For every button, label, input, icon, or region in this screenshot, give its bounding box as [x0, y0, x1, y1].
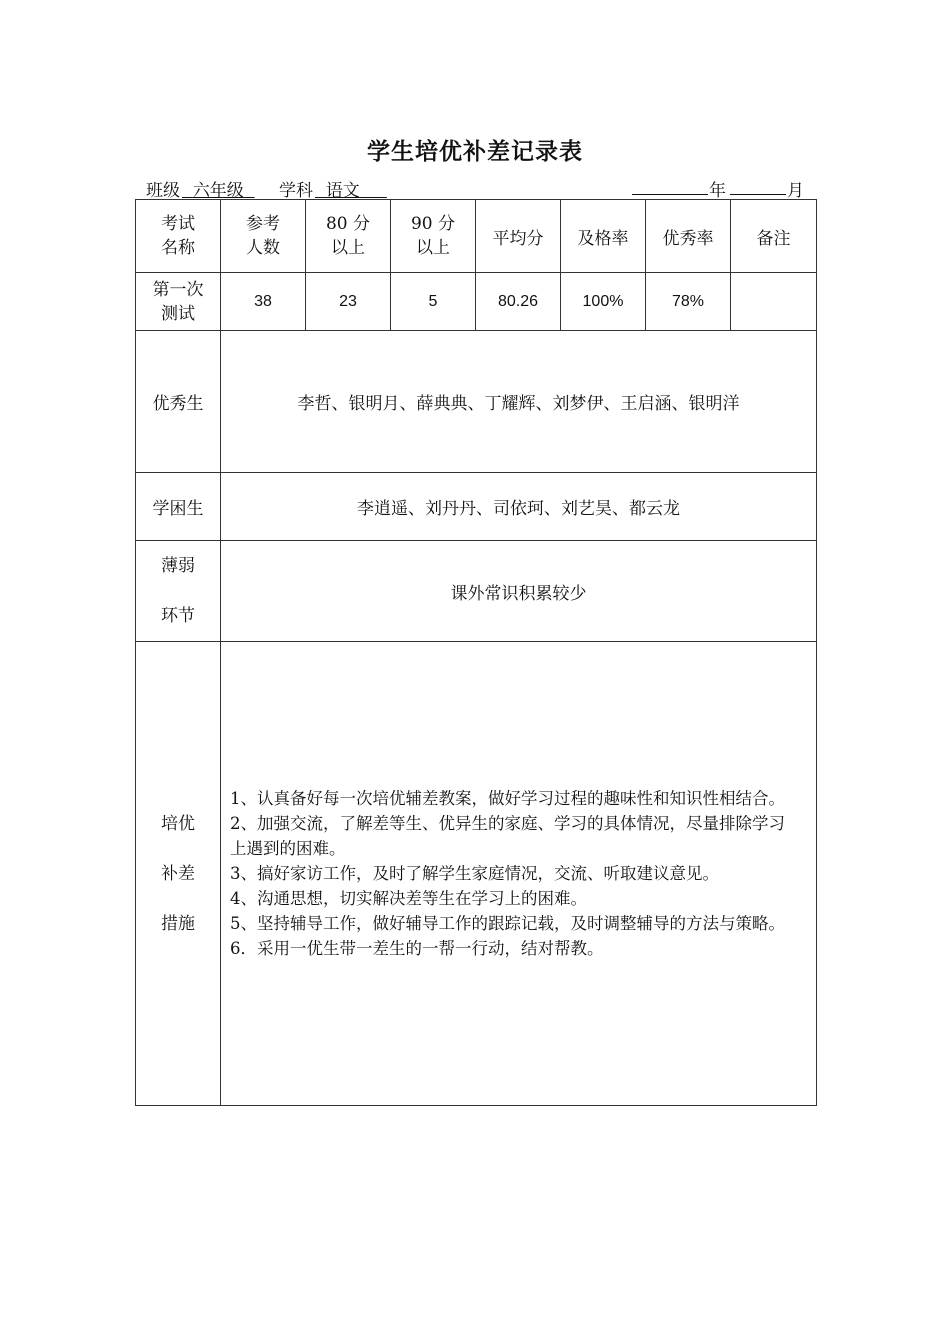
year-label: 年 [709, 181, 726, 201]
header-pass-rate: 及格率 [561, 200, 646, 273]
year-blank [632, 176, 708, 200]
first-test-row [136, 273, 817, 331]
first-test-participants: 38 [221, 273, 306, 331]
first-test-name: 第一次 测试 [136, 273, 221, 331]
first-test-remarks [731, 273, 817, 331]
measures-label: 培优 补差 措施 [136, 642, 221, 1106]
header-row [136, 200, 817, 273]
weak-points-label: 薄弱 环节 [136, 541, 221, 642]
page-title: 学生培优补差记录表 [367, 139, 583, 165]
measure-item: 1、认真备好每一次培优辅差教案，做好学习过程的趣味性和知识性相结合。 [230, 789, 785, 808]
header-above-80: 80 分 以上 [306, 200, 391, 273]
first-test-average: 80.26 [476, 273, 561, 331]
header-participants: 参考 人数 [221, 200, 306, 273]
excellent-students-names: 李哲、银明月、薛典典、丁耀辉、刘梦伊、王启涵、银明洋 [221, 331, 817, 473]
excellent-students-row [136, 331, 817, 473]
header-exam-name: 考试 名称 [136, 200, 221, 273]
struggling-students-names: 李逍遥、刘丹丹、司依珂、刘艺昊、都云龙 [221, 473, 817, 541]
measure-item: 3、搞好家访工作，及时了解学生家庭情况，交流、听取建议意见。 [230, 864, 719, 883]
measures-row [136, 642, 817, 1106]
header-remarks: 备注 [731, 200, 817, 273]
struggling-students-label: 学困生 [136, 473, 221, 541]
header-excellent-rate: 优秀率 [646, 200, 731, 273]
header-average: 平均分 [476, 200, 561, 273]
subject-label: 学科 [279, 181, 313, 201]
struggling-students-row [136, 473, 817, 541]
first-test-excellent-rate: 78% [646, 273, 731, 331]
record-table [135, 199, 817, 1106]
month-blank [730, 176, 786, 200]
measure-item: 2、加强交流，了解差等生、优异生的家庭、学习的具体情况，尽量排除学习上遇到的困难。 [230, 814, 785, 858]
class-value: 六年级 [192, 181, 244, 201]
first-test-above-80: 23 [306, 273, 391, 331]
weak-points-row [136, 541, 817, 642]
excellent-students-label: 优秀生 [136, 331, 221, 473]
header-info-line [146, 176, 816, 200]
month-label: 月 [787, 181, 804, 201]
class-label: 班级 [146, 181, 180, 201]
first-test-above-90: 5 [391, 273, 476, 331]
subject-value: 语文 [325, 181, 360, 201]
first-test-pass-rate: 100% [561, 273, 646, 331]
weak-points-text: 课外常识积累较少 [221, 541, 817, 642]
measure-item: 5、坚持辅导工作，做好辅导工作的跟踪记载，及时调整辅导的方法与策略。 [230, 914, 785, 933]
measure-item: 4、沟通思想，切实解决差等生在学习上的困难。 [230, 889, 587, 908]
header-above-90: 90 分 以上 [391, 200, 476, 273]
measure-item: 6．采用一优生带一差生的一帮一行动，结对帮教。 [230, 939, 604, 958]
measures-list [221, 642, 817, 1106]
